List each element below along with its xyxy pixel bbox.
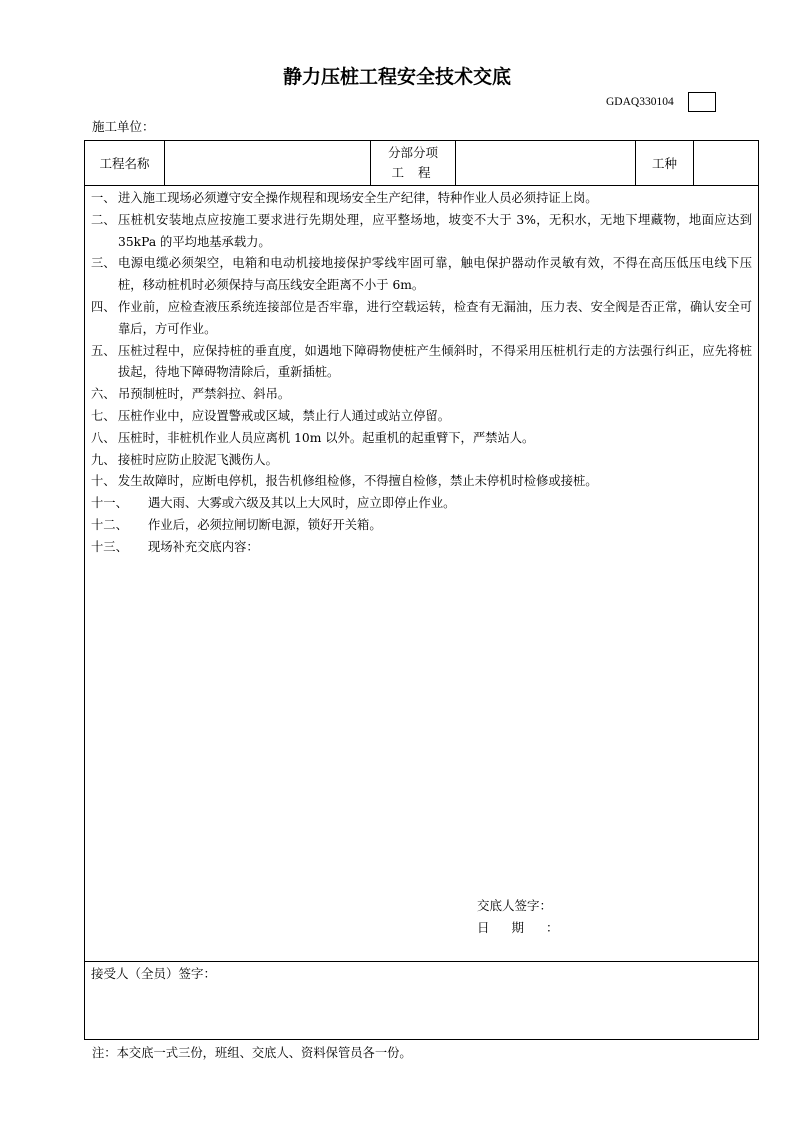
item-text: 作业前，应检查液压系统连接部位是否牢靠，进行空载运转，检查有无漏油，压力表、安全阀是否正常，确认安全可靠后，方可作业。 (118, 299, 752, 336)
receiver-label: 接受人（全员）签字： (91, 966, 217, 981)
sub-item-label-line1: 分部分项 (387, 145, 438, 160)
item-text: 遇大雨、大雾或六级及其以上大风时，应立即停止作业。 (148, 496, 456, 511)
item-text: 发生故障时，应断电停机，报告机修组检修，不得擅自检修，禁止未停机时检修或接桩。 (118, 474, 598, 489)
item-number: 二、 (91, 212, 116, 227)
sub-item-label-line2: 工程 (391, 165, 445, 180)
receiver-signature-area[interactable] (85, 961, 758, 1040)
item-text: 压桩过程中，应保持桩的垂直度，如遇地下障碍物使桩产生倾斜时，不得采用压桩机行走的方法强行纠正，应先将桩拔起，待地下障碍物清除后，重新插桩。 (118, 343, 752, 380)
doc-code-text: GDAQ330104 (606, 96, 674, 108)
item-number: 十二、 (91, 517, 128, 532)
item-number: 一、 (91, 191, 116, 205)
item-number: 十三、 (91, 539, 128, 554)
item-text: 进入施工现场必须遵守安全操作规程和现场安全生产纪律，特种作业人员必须持证上岗。 (118, 191, 598, 205)
safety-item (91, 428, 752, 450)
safety-item (91, 188, 752, 210)
footer-note: 注：本交底一式三份，班组、交底人、资料保管员各一份。 (92, 1046, 412, 1060)
item-number: 九、 (91, 452, 116, 467)
item-number: 十一、 (91, 496, 128, 511)
item-text: 作业后，必须拉闸切断电源，锁好开关箱。 (148, 517, 382, 532)
disclosure-table (84, 140, 759, 1040)
item-number: 三、 (91, 256, 116, 271)
item-text: 电源电缆必须架空，电箱和电动机接地接保护零线牢固可靠，触电保护器动作灵敏有效，不得在高压低压电线下压桩，移动桩机时必须保持与高压线安全距离不小于 6m。 (118, 256, 752, 293)
item-number: 五、 (91, 343, 116, 358)
item-text: 压桩机安装地点应按施工要求进行先期处理，应平整场地，坡变不大于 3%，无积水，无地下埋藏物，地面应达到 35kPa 的平均地基承载力。 (118, 212, 752, 249)
item-number: 八、 (91, 430, 116, 445)
doc-code (606, 92, 674, 112)
item-text: 接桩时应防止胶泥飞溅伤人。 (118, 452, 278, 467)
item-number: 十、 (91, 474, 116, 489)
item-text: 吊预制桩时，严禁斜拉、斜吊。 (118, 387, 291, 402)
discloser-label: 交底人签字： (477, 898, 553, 913)
header-row (85, 141, 758, 186)
safety-item (91, 253, 752, 297)
signature-block (477, 895, 581, 939)
sub-item-label (371, 141, 456, 185)
project-name-field[interactable] (165, 141, 371, 185)
item-number: 六、 (91, 387, 116, 402)
item-number: 四、 (91, 299, 116, 314)
item-number: 七、 (91, 408, 116, 423)
sub-item-field[interactable] (456, 141, 636, 185)
date-label: 日期： (477, 920, 581, 935)
item-text: 压桩作业中，应设置警戒或区域，禁止行人通过或站立停留。 (118, 408, 451, 423)
safety-item (91, 493, 752, 515)
safety-item (91, 471, 752, 493)
doc-code-box[interactable] (688, 92, 716, 112)
safety-item (91, 210, 752, 254)
trade-field[interactable] (694, 141, 758, 185)
construction-unit-label: 施工单位： (92, 119, 155, 134)
safety-item (91, 450, 752, 472)
safety-item (91, 515, 752, 537)
safety-item (91, 537, 752, 559)
item-text: 现场补充交底内容： (148, 539, 259, 554)
safety-item (91, 341, 752, 385)
trade-label: 工种 (636, 141, 694, 185)
project-name-label: 工程名称 (85, 141, 165, 185)
document-title: 静力压桩工程安全技术交底 (282, 66, 511, 88)
safety-item (91, 384, 752, 406)
safety-item (91, 406, 752, 428)
safety-items-list (91, 188, 752, 559)
safety-item (91, 297, 752, 341)
item-text: 压桩时，非桩机作业人员应离机 10m 以外。起重机的起重臂下，严禁站人。 (118, 430, 535, 445)
